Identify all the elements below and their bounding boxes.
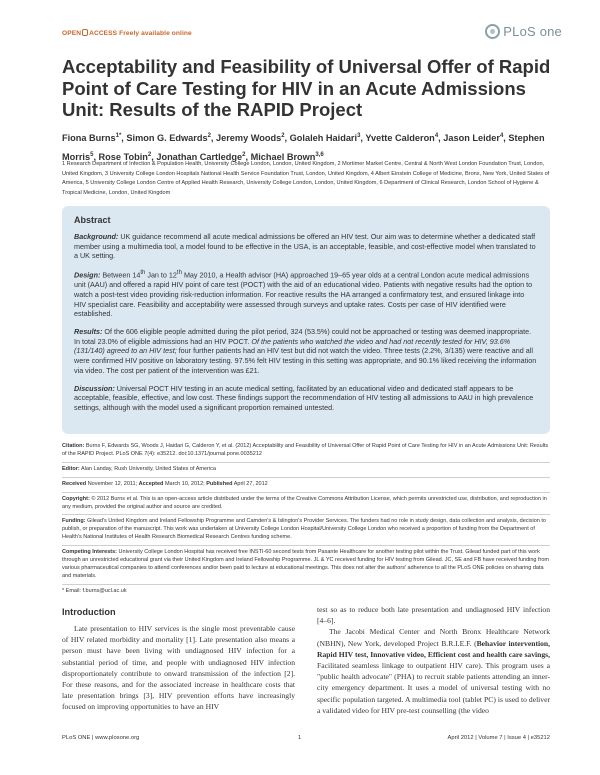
- author-affiliation-mark: 4: [434, 133, 439, 139]
- footer-issue: April 2012 | Volume 7 | Issue 4 | e35212: [447, 735, 550, 741]
- access-label: ACCESS: [89, 30, 118, 37]
- freely-available-label: Freely available online: [119, 30, 192, 37]
- author: Stephen Morris$^5$: [62, 133, 545, 162]
- funding: Funding: Gilead's United Kingdom and Ireland Fellowship Programme and Camden's & Islington's Provider Services. The funders had no role in study design, data collection and analysis, decision to publish, or preparation of the manuscript. This work was undertaken at University College London Hospital/University College London who received a proportion of funding from the Department of Health's National Institutes of Health Research Biomedical Research Centres funding scheme.: [62, 515, 550, 546]
- affiliations: 1 Research Department of Infection & Population Health, University College London, London, United Kingdom, 2 Mortimer Market Centre, Central & North West London Foundation Trust, London, United Kingdom, 3 University College London Hospitals National Health Service Foundation Trust, London, United Kingdom, 4 Albert Einstein College of Medicine, Bronx, New York, United States of America, 5 University College London Centre of Applied Health Research, University College London, London, United Kingdom, 6 Department of Clinical Research, London School of Hygiene & Tropical Medicine, London, United Kingdom: [62, 161, 550, 197]
- plos-logo-icon: [485, 24, 500, 39]
- open-label: OPEN: [62, 30, 82, 37]
- brief-paragraph: The Jacobi Medical Center and North Bronx Healthcare Network (NBHN), New York, developed Project B.R.I.E.F. (Behavior intervention, Rapid HIV test, Innovative video, Efficient cost and health care savings, Facilitated seamless linkage to outpatient HIV care). This program uses a "public health advocate" (PHA) to recruit stable patients attending an inner-city emergency department. It uses a model of universal testing with no specific population targeted. A multimedia tool (tablet PC) is used to deliver a validated video for HIV pre-test counselling (the video: [317, 627, 550, 715]
- abstract-heading: Abstract: [74, 215, 111, 225]
- citation: Citation: Burns F, Edwards SG, Woods J, Haidari G, Calderon Y, et al. (2012) Acceptability and Feasibility of Universal Offer of Rapid Point of Care Testing for HIV in an Acute Admissions Unit: Results of the RAPID Project. PLoS ONE 7(4): e35212. doi:10.1371/journal.pone.0035212: [62, 440, 550, 463]
- author-affiliation-mark: 5: [90, 151, 94, 158]
- author: Jason Leider$^4$: [443, 133, 504, 144]
- author-affiliation-mark: 2: [207, 133, 211, 139]
- abstract-discussion: Discussion: Universal POCT HIV testing in an acute medical setting, facilitated by an educational video and dedicated staff appears to be acceptable, feasible, effective, and low cost. These findings support the recommendation of HIV testing all admissions to AAU in high prevalence settings, although with the model used a significant proportion remained untested.: [74, 383, 534, 412]
- abstract-results: Results: Of the 606 eligible people admitted during the pilot period, 324 (53.5%) could not be approached or testing was deemed inappropriate. In total 23.0% of eligible admissions had an HIV POCT. Of the patients who watched the video and had not recently tested for HIV, 93.6% (131/140) agreed to an HIV test; four further patients had an HIV test but did not watch the video. Three tests (2.2%, 3/135) were reactive and all were confirmed HIV positive on laboratory testing. 97.5% felt HIV testing in this setting was appropriate, and 90.1% liked receiving the information via video. The cost per patient of the intervention was £21.: [74, 327, 537, 375]
- plos-one-logo: [485, 22, 562, 40]
- introduction-column-right: test so as to reduce both late presentation and undiagnosed HIV infection [4–6]. The Jacobi Medical Center and North Bronx Healthcare Network (NBHN), New York, developed Project B.R.I.E.F. (Behavior intervention, Rapid HIV test, Innovative video, Efficient cost and health care savings, Facilitated seamless linkage to outpatient HIV care). This program uses a "public health advocate" (PHA) to recruit stable patients attending an inner-city emergency department. It uses a model of universal testing with no specific population targeted. A multimedia tool (tablet PC) is used to deliver a validated video for HIV pre-test counselling (the video: [317, 605, 550, 715]
- author-affiliation-mark: 3,6: [315, 151, 324, 158]
- competing-interests: Competing Interests: University College London Hospital has received free INSTI-60 second tests from Pasante Healthcare for another testing pilot within the Trust. Gilead funded part of this work through an unrestricted educational grant via their United Kingdom and Ireland Fellowship Programme. JL & YC received funding for HIV testing from Gilead. JC, SE and FB have received funding from various pharmaceutical companies to attend conferences and/or been paid to lecture at educational meetings. This does not alter the authors' adherence to all the PLoS ONE policies on sharing data and materials.: [62, 546, 550, 585]
- author: Golaleh Haidari$^3$: [289, 133, 361, 144]
- author-list: Fiona Burns$^{1*}$, Simon G. Edwards$^2$, Jeremy Woods$^2$, Golaleh Haidari$^3$, Yvette Calderon$^4$, Jason Leider$^4$, Stephen Morris$^5$, Rose Tobin$^2$, Jonathan Cartledge$^2$, Michael Brown$^{3,6}$: [62, 133, 545, 162]
- logo-text: PLoS one: [503, 23, 562, 39]
- author: Michael Brown$^{3,6}$: [250, 151, 324, 162]
- author-affiliation-mark: 1*: [115, 133, 122, 139]
- email[interactable]: * Email: f.burns@ucl.ac.uk: [62, 587, 127, 594]
- author-affiliation-mark: 4: [499, 133, 504, 139]
- author-affiliation-mark: 3: [357, 133, 361, 139]
- page-number: 1: [298, 735, 302, 741]
- author-affiliation-mark: 2: [242, 151, 246, 158]
- author-affiliation-mark: 2: [147, 151, 152, 158]
- footer-journal[interactable]: PLoS ONE | www.plosone.org: [62, 735, 140, 741]
- article-metadata: [62, 440, 550, 599]
- introduction-column-left: Late presentation to HIV services is the single most preventable cause of HIV related morbidity and mortality [1]. Late presentation also means a person must have been living with undiagnosed HIV infection for a substantial period of time, and people with undiagnosed HIV infection disproportionately contribute to onward transmission of the infection [2]. For these reasons, and for the associated increase in healthcare costs that late presentation brings [3], HIV prevention efforts have increasingly focused on improving opportunities to have an HIV: [62, 624, 295, 712]
- journal-header: [62, 23, 562, 48]
- open-access-banner: [62, 29, 192, 37]
- editor: Editor: Alan Landay, Rush University, United States of America: [62, 463, 550, 478]
- author: Yvette Calderon$^4$: [365, 133, 439, 144]
- article-title: Acceptability and Feasibility of Universal Offer of Rapid Point of Care Testing for HIV in an Acute Admissions Unit: Results of the RAPID Project: [62, 56, 551, 120]
- author: Rose Tobin$^2$: [98, 151, 152, 162]
- copyright: Copyright: © 2012 Burns et al. This is an open-access article distributed under the terms of the Creative Commons Attribution License, which permits unrestricted use, distribution, and reproduction in any medium, provided the original author and source are credited.: [62, 493, 550, 516]
- dates: Received November 12, 2011; Accepted March 10, 2012; Published April 27, 2012: [62, 478, 550, 493]
- author: Jeremy Woods$^2$: [216, 133, 285, 144]
- author: Fiona Burns$^{1*}$: [62, 133, 122, 144]
- open-access-lock-icon: [82, 29, 88, 36]
- author-affiliation-mark: 2: [281, 133, 285, 139]
- page-footer: [62, 735, 550, 745]
- abstract-background: Background: UK guidance recommend all acute medical admissions be offered an HIV test. Our aim was to determine whether a dedicated staff member using a multimedia tool, a model found to be effective in the USA, is an acceptable, feasible, and cost-effective model when translated to a UK setting.: [74, 232, 536, 261]
- abstract-design: Design: Between 14th Jan to 12th May 2010, a Health advisor (HA) approached 19–65 year olds at a central London acute medical admissions unit (AAU) and offered a rapid HIV point of care test (POCT) with the aid of an educational video. Patients with negative results had the option to watch a post-test video providing risk-reduction information. For reactive results the HA arranged a confirmatory test, and ensured linkage into HIV specialist care. Feasibility and acceptability were assessed through surveys and uptake rates. Costs per case of HIV identified were established.: [74, 270, 533, 319]
- abstract-box: [62, 206, 550, 434]
- author: Jonathan Cartledge$^2$: [156, 151, 246, 162]
- author: Simon G. Edwards$^2$: [126, 133, 211, 144]
- introduction-heading: Introduction: [62, 607, 116, 617]
